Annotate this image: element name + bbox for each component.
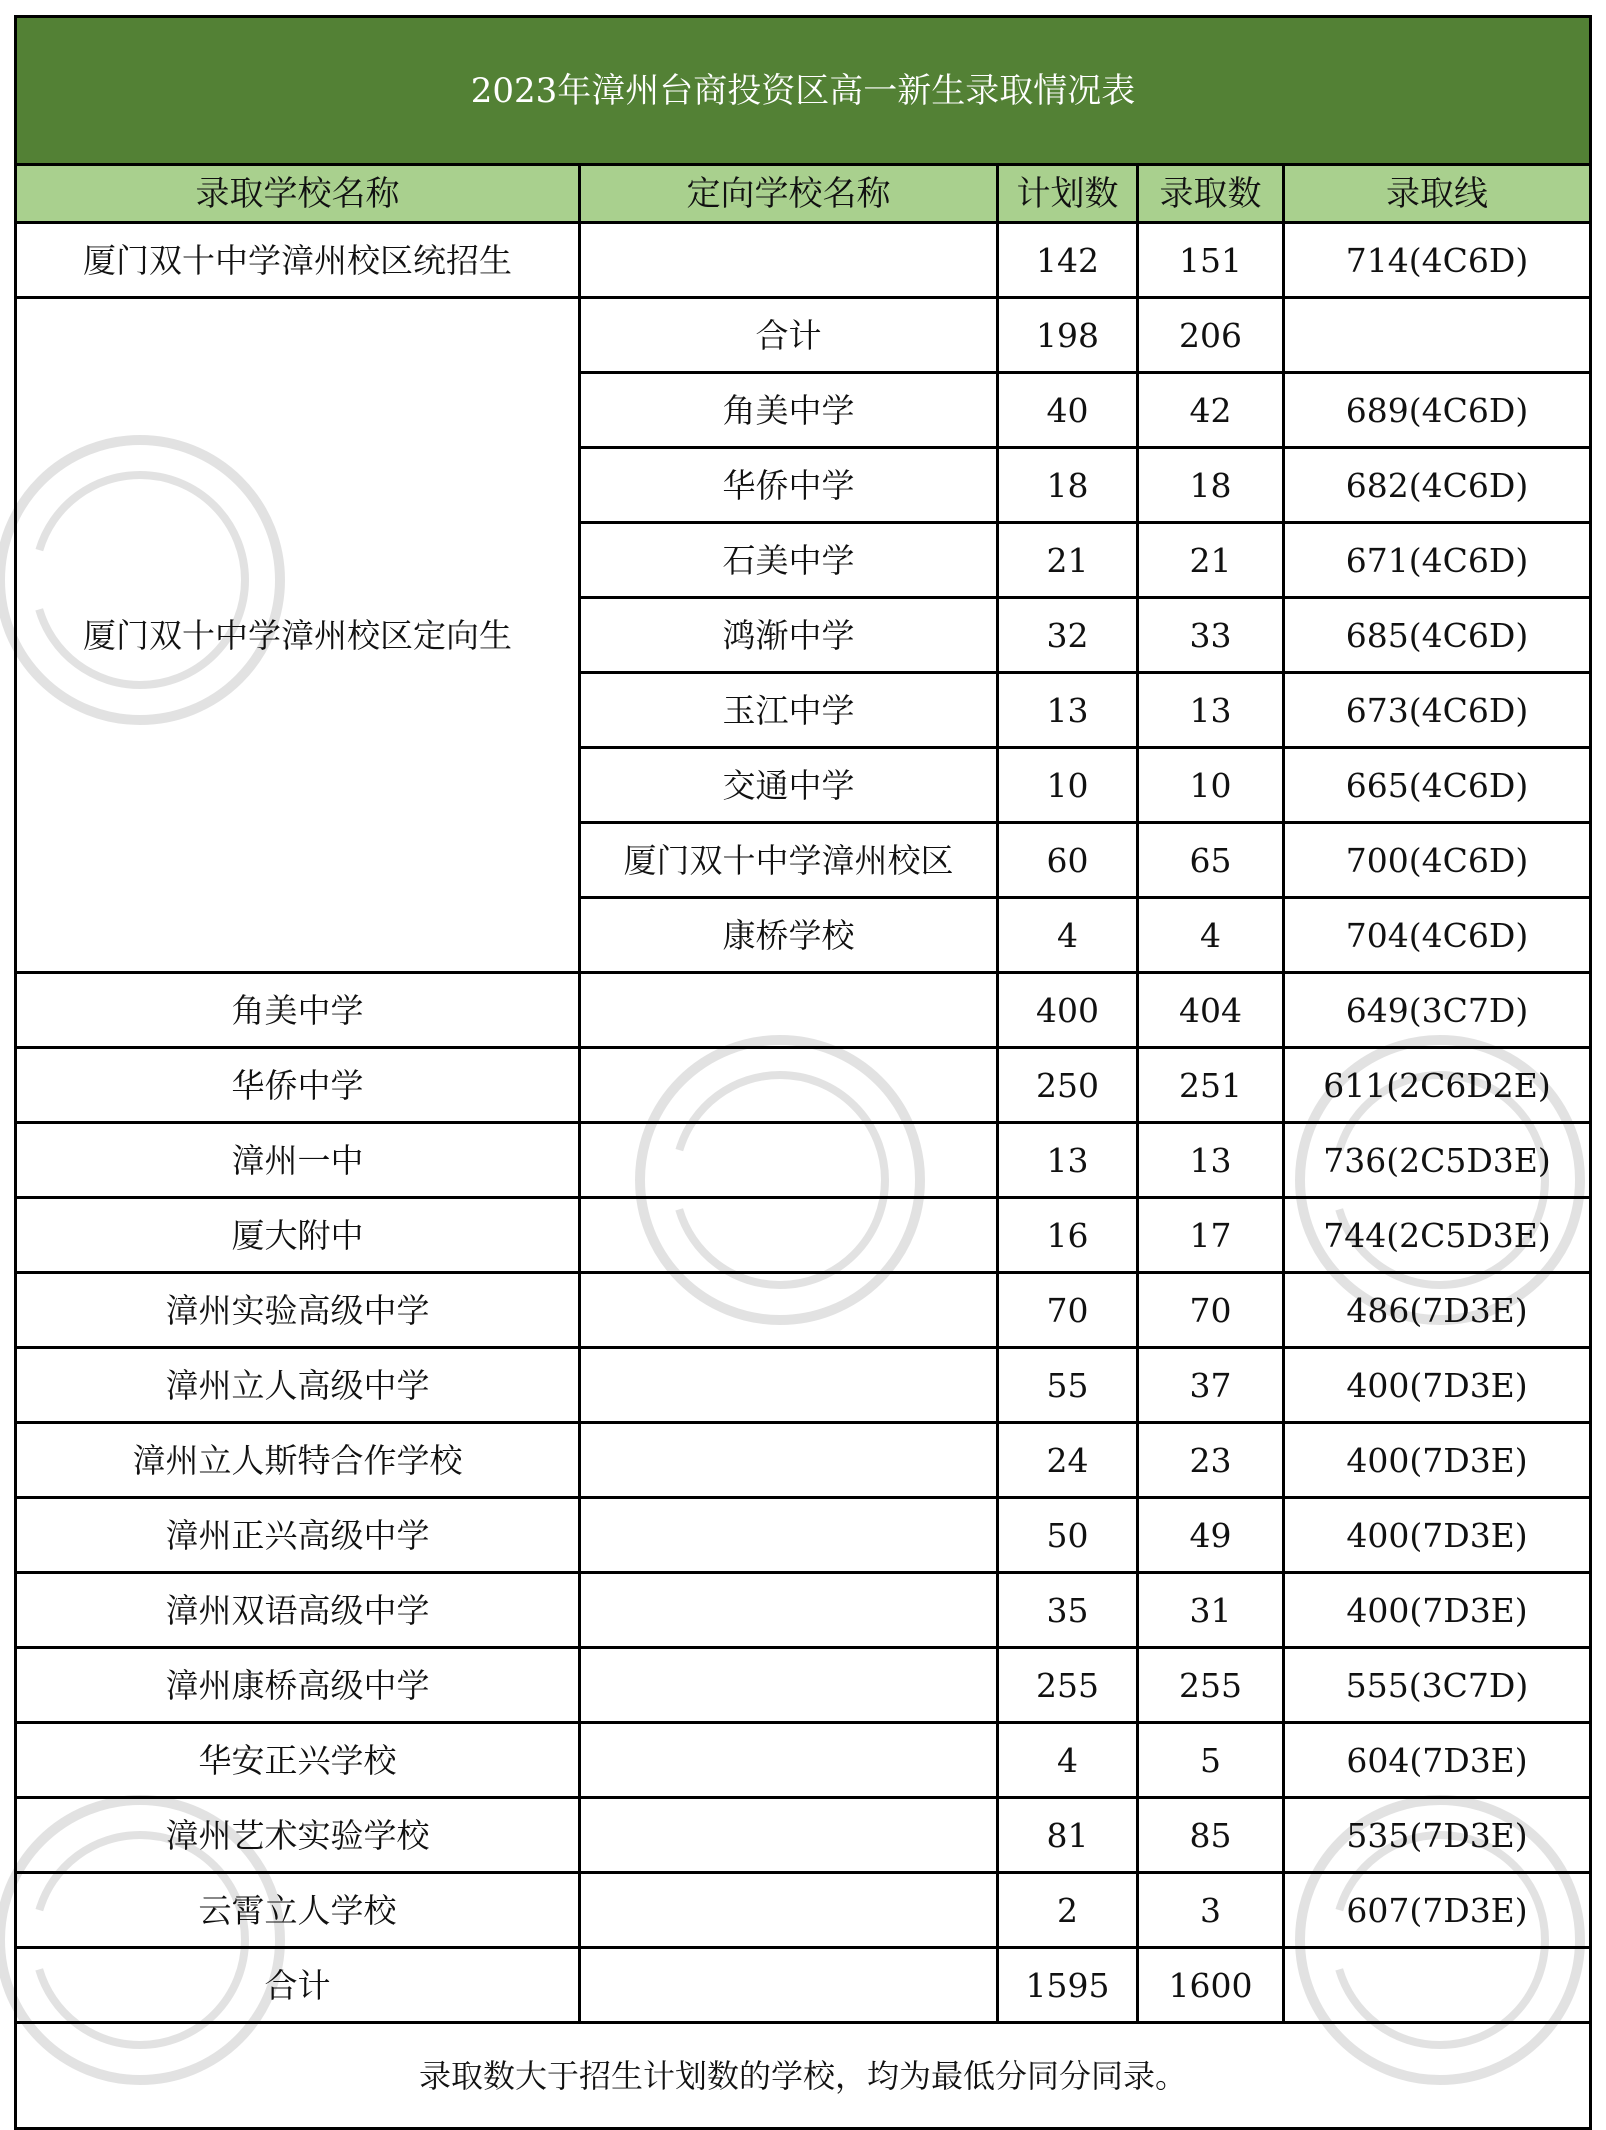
cutoff-line: 665(4C6D) xyxy=(1284,748,1591,823)
admit-count: 49 xyxy=(1138,1498,1284,1573)
admit-count: 151 xyxy=(1138,223,1284,298)
admit-count: 37 xyxy=(1138,1348,1284,1423)
total-plan-count: 1595 xyxy=(998,1948,1138,2023)
cutoff-line: 555(3C7D) xyxy=(1284,1648,1591,1723)
cutoff-line: 400(7D3E) xyxy=(1284,1573,1591,1648)
target-school xyxy=(580,1198,998,1273)
school-name: 漳州艺术实验学校 xyxy=(16,1798,580,1873)
admit-count: 5 xyxy=(1138,1723,1284,1798)
table-row xyxy=(16,1498,1591,1573)
plan-count: 40 xyxy=(998,373,1138,448)
cutoff-line: 486(7D3E) xyxy=(1284,1273,1591,1348)
footer-note: 录取数大于招生计划数的学校，均为最低分同分同录。 xyxy=(16,2023,1591,2129)
target-school xyxy=(580,1648,998,1723)
target-school: 康桥学校 xyxy=(580,898,998,973)
admit-count: 23 xyxy=(1138,1423,1284,1498)
table-row xyxy=(16,298,1591,373)
admit-count: 251 xyxy=(1138,1048,1284,1123)
admit-count: 404 xyxy=(1138,973,1284,1048)
cutoff-line: 671(4C6D) xyxy=(1284,523,1591,598)
plan-count: 13 xyxy=(998,1123,1138,1198)
admit-count: 21 xyxy=(1138,523,1284,598)
cutoff-line: 604(7D3E) xyxy=(1284,1723,1591,1798)
admit-count: 17 xyxy=(1138,1198,1284,1273)
cutoff-line xyxy=(1284,1948,1591,2023)
cutoff-line: 736(2C5D3E) xyxy=(1284,1123,1591,1198)
school-name: 华安正兴学校 xyxy=(16,1723,580,1798)
cutoff-line: 400(7D3E) xyxy=(1284,1423,1591,1498)
plan-count: 400 xyxy=(998,973,1138,1048)
plan-count: 50 xyxy=(998,1498,1138,1573)
cutoff-line: 400(7D3E) xyxy=(1284,1348,1591,1423)
target-school xyxy=(580,1423,998,1498)
admit-count: 255 xyxy=(1138,1648,1284,1723)
plan-count: 60 xyxy=(998,823,1138,898)
target-school xyxy=(580,1573,998,1648)
plan-count: 16 xyxy=(998,1198,1138,1273)
school-name: 漳州实验高级中学 xyxy=(16,1273,580,1348)
target-school xyxy=(580,1273,998,1348)
admit-count: 13 xyxy=(1138,1123,1284,1198)
plan-count: 24 xyxy=(998,1423,1138,1498)
school-name: 漳州一中 xyxy=(16,1123,580,1198)
header-admit-count: 录取数 xyxy=(1138,165,1284,223)
admission-table xyxy=(14,15,1592,2130)
target-school xyxy=(580,1498,998,1573)
table-row xyxy=(16,1273,1591,1348)
target-school xyxy=(580,1723,998,1798)
target-school: 合计 xyxy=(580,298,998,373)
admit-count: 206 xyxy=(1138,298,1284,373)
cutoff-line: 744(2C5D3E) xyxy=(1284,1198,1591,1273)
table-row xyxy=(16,1123,1591,1198)
admit-count: 4 xyxy=(1138,898,1284,973)
school-name: 厦门双十中学漳州校区定向生 xyxy=(16,298,580,973)
plan-count: 4 xyxy=(998,898,1138,973)
target-school: 交通中学 xyxy=(580,748,998,823)
school-name: 华侨中学 xyxy=(16,1048,580,1123)
plan-count: 13 xyxy=(998,673,1138,748)
school-name: 厦门双十中学漳州校区统招生 xyxy=(16,223,580,298)
target-school xyxy=(580,1348,998,1423)
plan-count: 70 xyxy=(998,1273,1138,1348)
table-title: 2023年漳州台商投资区高一新生录取情况表 xyxy=(16,17,1591,165)
plan-count: 142 xyxy=(998,223,1138,298)
admit-count: 10 xyxy=(1138,748,1284,823)
admit-count: 31 xyxy=(1138,1573,1284,1648)
target-school xyxy=(580,1798,998,1873)
admit-count: 42 xyxy=(1138,373,1284,448)
cutoff-line: 649(3C7D) xyxy=(1284,973,1591,1048)
target-school: 石美中学 xyxy=(580,523,998,598)
target-school xyxy=(580,1048,998,1123)
cutoff-line: 400(7D3E) xyxy=(1284,1498,1591,1573)
school-name: 漳州立人高级中学 xyxy=(16,1348,580,1423)
target-school xyxy=(580,223,998,298)
cutoff-line: 714(4C6D) xyxy=(1284,223,1591,298)
cutoff-line: 673(4C6D) xyxy=(1284,673,1591,748)
cutoff-line: 607(7D3E) xyxy=(1284,1873,1591,1948)
school-name: 漳州双语高级中学 xyxy=(16,1573,580,1648)
header-plan-count: 计划数 xyxy=(998,165,1138,223)
plan-count: 32 xyxy=(998,598,1138,673)
plan-count: 81 xyxy=(998,1798,1138,1873)
admit-count: 13 xyxy=(1138,673,1284,748)
cutoff-line: 685(4C6D) xyxy=(1284,598,1591,673)
plan-count: 21 xyxy=(998,523,1138,598)
admit-count: 85 xyxy=(1138,1798,1284,1873)
header-target-school: 定向学校名称 xyxy=(580,165,998,223)
school-name: 厦大附中 xyxy=(16,1198,580,1273)
target-school: 厦门双十中学漳州校区 xyxy=(580,823,998,898)
total-admit-count: 1600 xyxy=(1138,1948,1284,2023)
school-name: 漳州康桥高级中学 xyxy=(16,1648,580,1723)
school-name: 漳州立人斯特合作学校 xyxy=(16,1423,580,1498)
plan-count: 55 xyxy=(998,1348,1138,1423)
target-school: 华侨中学 xyxy=(580,448,998,523)
target-school xyxy=(580,1948,998,2023)
admit-count: 18 xyxy=(1138,448,1284,523)
admit-count: 33 xyxy=(1138,598,1284,673)
plan-count: 250 xyxy=(998,1048,1138,1123)
plan-count: 10 xyxy=(998,748,1138,823)
cutoff-line: 700(4C6D) xyxy=(1284,823,1591,898)
target-school: 角美中学 xyxy=(580,373,998,448)
table-row xyxy=(16,1348,1591,1423)
admit-count: 65 xyxy=(1138,823,1284,898)
plan-count: 255 xyxy=(998,1648,1138,1723)
plan-count: 2 xyxy=(998,1873,1138,1948)
table-row xyxy=(16,1873,1591,1948)
admit-count: 70 xyxy=(1138,1273,1284,1348)
header-admit-school: 录取学校名称 xyxy=(16,165,580,223)
plan-count: 198 xyxy=(998,298,1138,373)
plan-count: 4 xyxy=(998,1723,1138,1798)
header-cutoff-line: 录取线 xyxy=(1284,165,1591,223)
table-row xyxy=(16,1798,1591,1873)
target-school xyxy=(580,1123,998,1198)
target-school xyxy=(580,1873,998,1948)
target-school: 鸿渐中学 xyxy=(580,598,998,673)
plan-count: 35 xyxy=(998,1573,1138,1648)
cutoff-line: 704(4C6D) xyxy=(1284,898,1591,973)
cutoff-line: 689(4C6D) xyxy=(1284,373,1591,448)
admission-table-sheet xyxy=(14,15,1589,2130)
table-row xyxy=(16,1198,1591,1273)
table-row xyxy=(16,1048,1591,1123)
total-label: 合计 xyxy=(16,1948,580,2023)
admit-count: 3 xyxy=(1138,1873,1284,1948)
target-school xyxy=(580,973,998,1048)
target-school: 玉江中学 xyxy=(580,673,998,748)
table-row xyxy=(16,1648,1591,1723)
plan-count: 18 xyxy=(998,448,1138,523)
school-name: 角美中学 xyxy=(16,973,580,1048)
table-row xyxy=(16,1573,1591,1648)
total-row xyxy=(16,1948,1591,2023)
table-row xyxy=(16,223,1591,298)
school-name: 漳州正兴高级中学 xyxy=(16,1498,580,1573)
cutoff-line: 535(7D3E) xyxy=(1284,1798,1591,1873)
cutoff-line: 682(4C6D) xyxy=(1284,448,1591,523)
table-row xyxy=(16,1423,1591,1498)
table-row xyxy=(16,973,1591,1048)
cutoff-line: 611(2C6D2E) xyxy=(1284,1048,1591,1123)
school-name: 云霄立人学校 xyxy=(16,1873,580,1948)
cutoff-line xyxy=(1284,298,1591,373)
table-row xyxy=(16,1723,1591,1798)
